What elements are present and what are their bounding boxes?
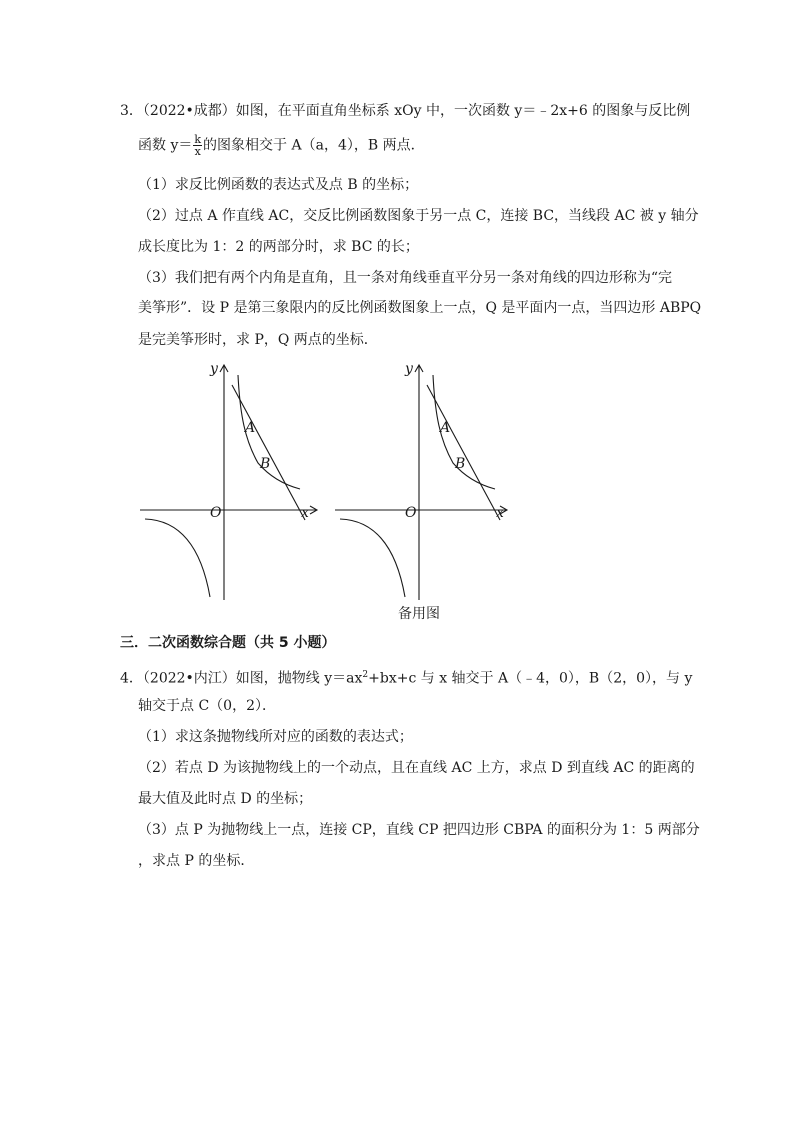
q4-part3-line1: （3）点 P 为抛物线上一点，连接 CP，直线 CP 把四边形 CBPA 的面积分为 1：5 两部分	[138, 822, 700, 838]
exponent: 2	[362, 670, 369, 680]
origin-label: O	[405, 505, 417, 521]
q3-part2-line1: （2）过点 A 作直线 AC，交反比例函数图象于另一点 C，连接 BC，当线段 AC 被 y 轴分	[138, 208, 699, 224]
origin-label: O	[210, 505, 222, 521]
fraction-numerator: k	[194, 133, 202, 146]
line-ab	[427, 385, 500, 520]
fraction-denominator: x	[194, 145, 201, 158]
q3-part3-line1: （3）我们把有两个内角是直角，且一条对角线垂直平分另一条对角线的四边形称为“完	[138, 270, 673, 286]
figure-caption: 备用图	[398, 606, 440, 622]
q4-line2: 轴交于点 C（0，2）．	[138, 698, 276, 714]
y-axis-label: y	[210, 361, 218, 377]
section-heading: 三．二次函数综合题（共 5 小题）	[120, 635, 336, 651]
y-axis-label: y	[405, 361, 413, 377]
q4-part1: （1）求这条抛物线所对应的函数的表达式；	[138, 729, 413, 745]
point-b-label: B	[455, 456, 466, 472]
hyperbola-third-quadrant	[145, 519, 210, 597]
hyperbola-third-quadrant	[340, 519, 405, 597]
q3-part2-line2: 成长度比为 1：2 的两部分时，求 BC 的长；	[138, 239, 419, 255]
point-b-label: B	[260, 456, 271, 472]
q4-part2-line2: 最大值及此时点 D 的坐标；	[138, 791, 313, 807]
x-axis-label: x	[496, 505, 504, 521]
fraction-k-over-x	[193, 134, 202, 157]
q3-part1: （1）求反比例函数的表达式及点 B 的坐标；	[138, 177, 419, 193]
q3-line1: 3．（2022•成都）如图，在平面直角坐标系 xOy 中，一次函数 y＝﹣2x+6 的图象与反比例	[120, 103, 691, 119]
x-axis-label: x	[301, 505, 309, 521]
q3-line2-post: 的图象相交于 A（a，4），B 两点．	[203, 137, 425, 154]
q3-part3-line3: 是完美筝形时，求 P，Q 两点的坐标．	[138, 332, 378, 348]
point-a-label: A	[440, 420, 451, 436]
figure-graph-2	[335, 355, 525, 605]
q3-part3-line2: 美筝形”．设 P 是第三象限内的反比例函数图象上一点，Q 是平面内一点，当四边形 ABPQ	[138, 300, 702, 316]
line-ab	[232, 385, 305, 520]
q4-line1	[120, 665, 692, 689]
q4-line1-post: +bx+c 与 x 轴交于 A（﹣4，0），B（2，0），与 y	[368, 670, 693, 687]
point-a-label: A	[245, 420, 256, 436]
q3-line2	[138, 134, 425, 157]
q3-line2-pre: 函数 y＝	[138, 137, 193, 154]
q4-part2-line1: （2）若点 D 为该抛物线上的一个动点，且在直线 AC 上方，求点 D 到直线 AC 的距离的	[138, 760, 695, 776]
figure-graph-1	[140, 355, 330, 605]
q4-part3-line2: ，求点 P 的坐标．	[138, 853, 255, 869]
q4-line1-pre: 4．（2022•内江）如图，抛物线 y＝ax	[120, 670, 363, 687]
